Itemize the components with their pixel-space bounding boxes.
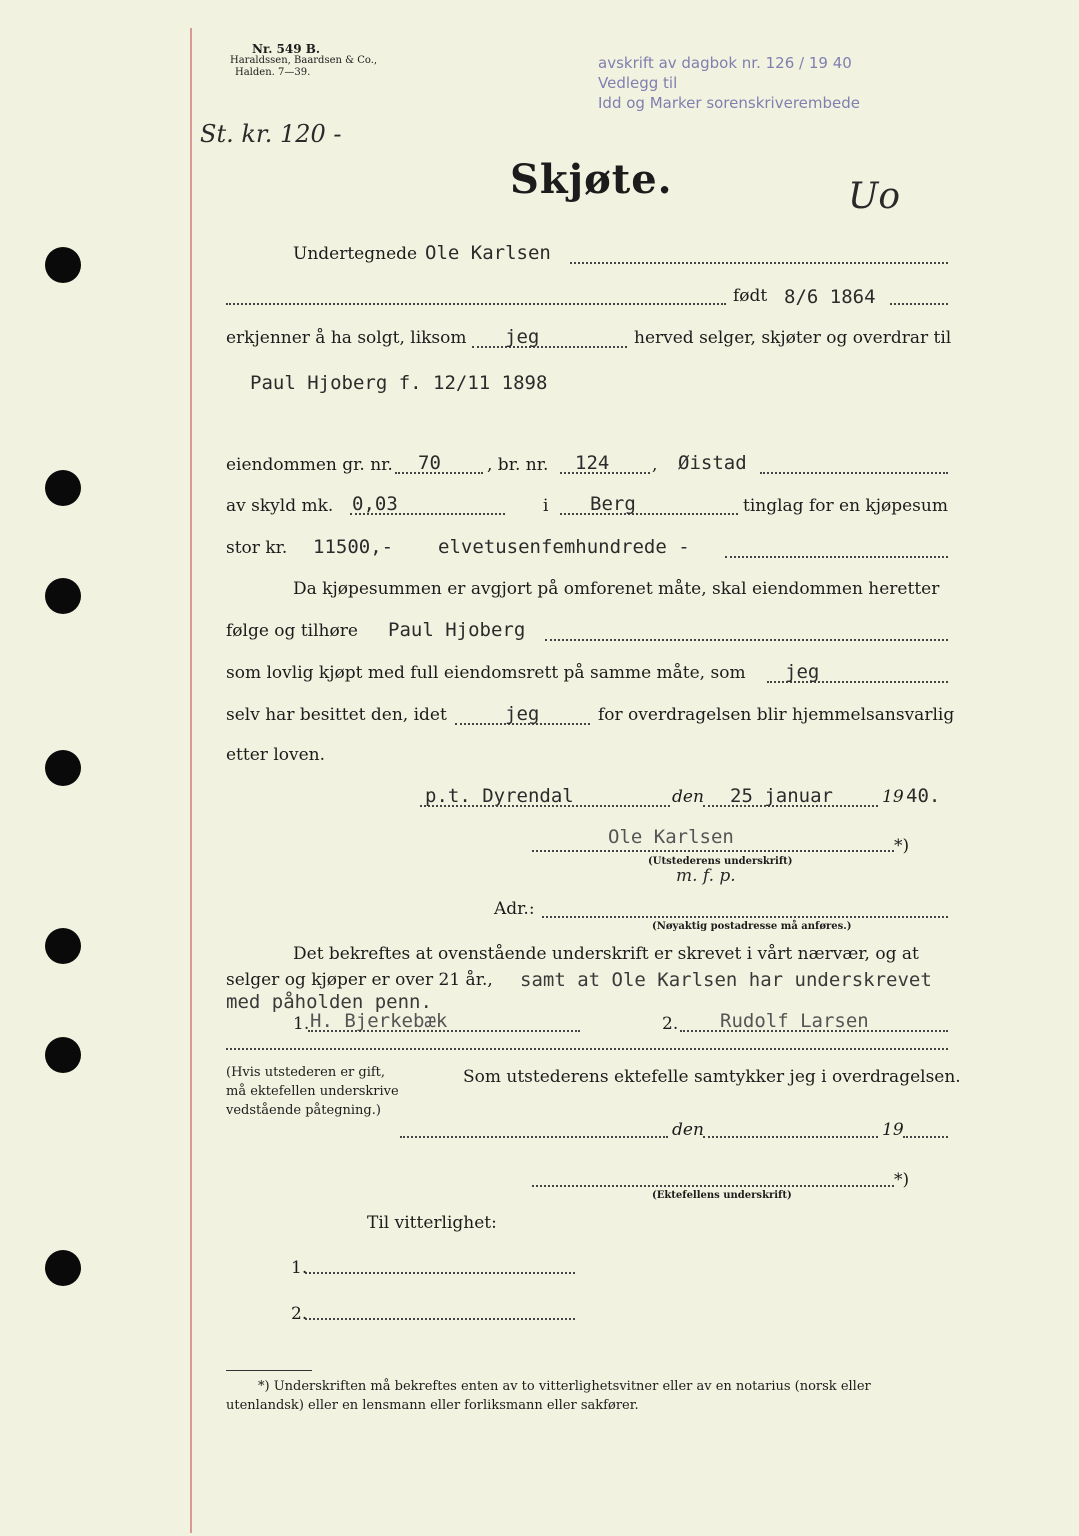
field-amount-words: elvetusenfemhundrede -	[438, 536, 690, 558]
document-title: Skjøte.	[510, 156, 673, 203]
field-gr-nr: 70	[418, 452, 441, 474]
label-folge: følge og tilhøre	[226, 621, 358, 641]
dotted-line	[890, 303, 948, 305]
confirm-typed-line2: samt at Ole Karlsen har underskrevet	[520, 969, 932, 991]
footnote-rule	[226, 1370, 312, 1371]
witness-1-number: 1.	[293, 1014, 310, 1034]
label-lovlig: som lovlig kjøpt med full eiendomsrett på samme måte, som	[226, 663, 746, 683]
label-stor-kr: stor kr.	[226, 538, 288, 558]
punch-hole	[45, 578, 81, 614]
field-buyer: Paul Hjoberg f. 12/11 1898	[250, 372, 548, 394]
dotted-line	[680, 1030, 948, 1032]
spouse-note	[226, 1063, 399, 1120]
field-date-day: 25 januar	[730, 785, 833, 807]
clause-text: Da kjøpesummen er avgjort på omforenet måte, skal eiendommen heretter	[293, 579, 940, 599]
dotted-line	[420, 805, 670, 807]
dotted-line	[226, 303, 726, 305]
dotted-line	[400, 1136, 668, 1138]
label-comma: ,	[652, 455, 658, 475]
caption-address: (Nøyaktig postadresse må anføres.)	[652, 921, 852, 932]
stamp-line1: avskrift av dagbok nr. 126 / 19 40	[598, 54, 852, 72]
sig-star: *)	[894, 836, 910, 856]
dotted-line	[305, 1272, 575, 1274]
field-tinglag: Berg	[590, 493, 636, 515]
dotted-line	[725, 556, 948, 558]
field-pronoun-3: jeg	[505, 703, 540, 725]
label-selv: selv har besittet den, idet	[226, 705, 447, 725]
spouse-note-1: (Hvis utstederen er gift,	[226, 1065, 386, 1080]
vitne-2-number: 2.	[291, 1304, 308, 1324]
dotted-line	[903, 1136, 948, 1138]
caption-spouse: (Ektefellens underskrift)	[652, 1190, 792, 1201]
label-year-prefix: 19	[882, 787, 904, 807]
dotted-line	[472, 346, 627, 348]
stamp-line2: Vedlegg til	[598, 74, 678, 92]
label-i: i	[543, 496, 549, 516]
label-fodt: født	[733, 286, 768, 306]
punch-hole	[45, 470, 81, 506]
label-undertegnede: Undertegnede	[293, 244, 418, 264]
section-divider	[226, 1048, 948, 1050]
punch-hole	[45, 1250, 81, 1286]
dotted-line	[305, 1318, 575, 1320]
field-seller-pronoun: jeg	[505, 326, 540, 348]
handwritten-reference: St. kr. 120 -	[200, 120, 342, 148]
label-overdragelsen: for overdragelsen blir hjemmelsansvarlig	[598, 705, 955, 725]
confirm-line2: selger og kjøper er over 21 år.,	[226, 970, 493, 990]
dotted-line	[545, 639, 948, 641]
spouse-label-den: den	[672, 1120, 704, 1140]
label-gr-nr: eiendommen gr. nr.	[226, 455, 393, 475]
confirm-typed-line3: med påholden penn.	[226, 991, 432, 1013]
confirm-line1: Det bekreftes at ovenstående underskrift er skrevet i vårt nærvær, og at	[293, 944, 919, 964]
handwritten-initials: Uo	[848, 176, 901, 217]
label-skyld: av skyld mk.	[226, 496, 334, 516]
label-herved: herved selger, skjøter og overdrar til	[634, 328, 952, 348]
field-property-name: Øistad	[678, 452, 747, 474]
footnote-line2: utenlandsk) eller en lensmann eller forliksmann eller sakfører.	[226, 1398, 639, 1413]
field-date-place: p.t. Dyrendal	[425, 785, 574, 807]
margin-line	[190, 28, 192, 1533]
dotted-line	[532, 850, 894, 852]
dotted-line	[760, 472, 948, 474]
label-adr: Adr.:	[494, 899, 535, 919]
dotted-line	[532, 1185, 894, 1187]
witness-2-name: Rudolf Larsen	[720, 1010, 869, 1032]
field-birth-date: 8/6 1864	[784, 286, 876, 308]
dotted-line	[570, 262, 948, 264]
caption-issuer: (Utstederens underskrift)	[648, 856, 793, 867]
stamp-line3: Idd og Marker sorenskriverembede	[598, 94, 861, 112]
vitne-1-number: 1.	[291, 1258, 308, 1278]
field-amount: 11500,-	[313, 536, 394, 558]
label-til-vitterlighet: Til vitterlighet:	[367, 1213, 497, 1233]
printer-number: Nr. 549 B.	[252, 42, 321, 56]
witness-1-name: H. Bjerkebæk	[310, 1010, 448, 1032]
label-den: den	[672, 787, 704, 807]
witness-2-number: 2.	[662, 1014, 679, 1034]
dotted-line	[703, 1136, 878, 1138]
footnote-line1: *) Underskriften må bekreftes enten av to vitterlighetsvitner eller av en notarius (norsk eller	[258, 1379, 871, 1394]
spouse-note-2: må ektefellen underskrive	[226, 1084, 399, 1099]
dotted-line	[542, 916, 948, 918]
spouse-note-3: vedstående påtegning.)	[226, 1103, 381, 1118]
dotted-line	[308, 1030, 580, 1032]
dotted-line	[560, 513, 738, 515]
label-etter-loven: etter loven.	[226, 745, 326, 765]
label-erkjenner: erkjenner å ha solgt, liksom	[226, 328, 467, 348]
field-skyld: 0,03	[352, 493, 398, 515]
printer-info	[230, 43, 377, 79]
spouse-star: *)	[894, 1170, 910, 1190]
punch-hole	[45, 1037, 81, 1073]
punch-hole	[45, 928, 81, 964]
printer-name: Haraldssen, Baardsen & Co.,	[230, 55, 378, 66]
field-seller-name: Ole Karlsen	[425, 242, 551, 264]
field-new-owner: Paul Hjoberg	[388, 619, 526, 641]
punch-hole	[45, 247, 81, 283]
label-br-nr: , br. nr.	[487, 455, 549, 475]
field-issuer-signature: Ole Karlsen	[608, 826, 734, 848]
field-pronoun-2: jeg	[785, 661, 820, 683]
punch-hole	[45, 750, 81, 786]
handwritten-mfp: m. f. p.	[676, 866, 736, 886]
spouse-consent-text: Som utstederens ektefelle samtykker jeg i overdragelsen.	[463, 1067, 961, 1087]
spouse-label-year: 19	[882, 1120, 904, 1140]
field-br-nr: 124	[575, 452, 610, 474]
label-tinglag: tinglag for en kjøpesum	[743, 496, 948, 516]
field-date-year: 40.	[906, 785, 941, 807]
printer-place: Halden. 7—39.	[235, 67, 311, 78]
